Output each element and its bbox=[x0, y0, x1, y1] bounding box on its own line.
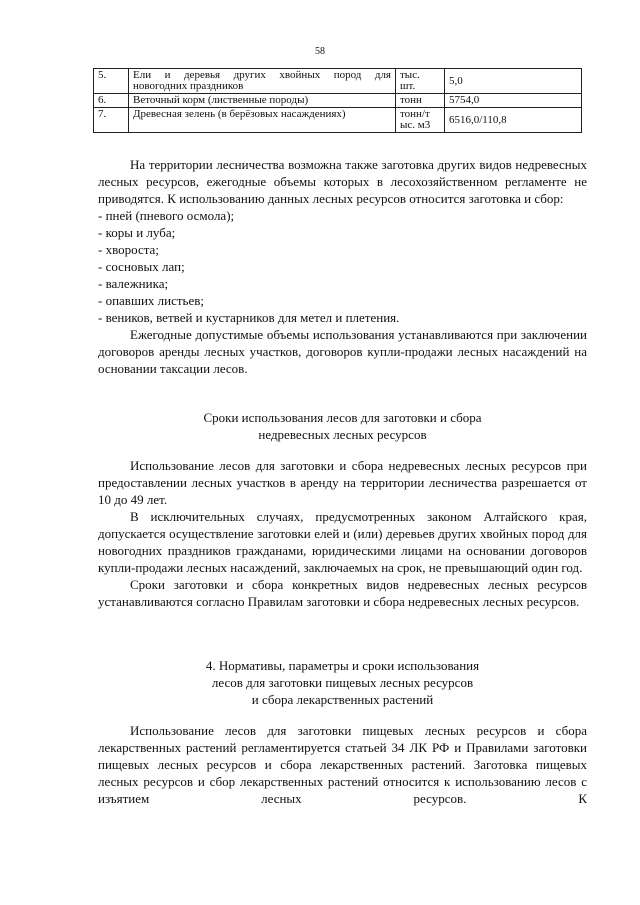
resource-name-line: Ели и деревья других хвойных пород для bbox=[133, 69, 391, 81]
value-cell: 5,0 bbox=[445, 69, 582, 94]
section-food-resources bbox=[98, 722, 587, 807]
list-item: - пней (пневого осмола); bbox=[98, 208, 235, 223]
resource-name-line: новогодних праздников bbox=[133, 80, 244, 92]
unit-cell bbox=[396, 69, 445, 94]
row-number: 6. bbox=[94, 94, 129, 108]
section-heading-4 bbox=[98, 657, 587, 708]
section-heading-line: недревесных лесных ресурсов bbox=[258, 427, 427, 442]
unit-cell bbox=[396, 94, 445, 108]
table-row bbox=[94, 69, 582, 94]
section-heading-line: Сроки использования лесов для заготовки и сбора bbox=[203, 410, 482, 425]
paragraph: В исключительных случаях, предусмотренных законом Алтайского края, допускается осуществление заготовки елей и (или) деревьев других хвойных пород для новогодних праздников гражданами, юридическими лицами на основании договоров купли-продажи лесных насаждений, заключаемых на срок, не превышающий один год. bbox=[98, 509, 587, 575]
resources-table bbox=[93, 68, 582, 133]
list-item: - сосновых лап; bbox=[98, 259, 185, 274]
resource-list bbox=[98, 207, 587, 326]
page-number: 58 bbox=[315, 46, 325, 57]
table-row bbox=[94, 108, 582, 133]
unit-line: ыс. м3 bbox=[400, 119, 431, 131]
unit-cell bbox=[396, 108, 445, 133]
resource-name-line: Древесная зелень (в берёзовых насаждениях) bbox=[133, 108, 346, 120]
unit-line: тонн/т bbox=[400, 108, 430, 120]
list-item: - веников, ветвей и кустарников для метел и плетения. bbox=[98, 310, 400, 325]
resource-name bbox=[129, 94, 396, 108]
row-number: 5. bbox=[94, 69, 129, 94]
value-cell: 6516,0/110,8 bbox=[445, 108, 582, 133]
unit-line: шт. bbox=[400, 80, 416, 92]
paragraph: Использование лесов для заготовки и сбора недревесных лесных ресурсов при предоставлении лесных участков в аренду на территории лесничества разрешается от 10 до 49 лет. bbox=[98, 458, 587, 507]
section-terms bbox=[98, 457, 587, 610]
unit-line: тонн bbox=[400, 94, 422, 106]
paragraph: Ежегодные допустимые объемы использования устанавливаются при заключении договоров аренды лесных участков, договоров купли-продажи лесных насаждений на основании таксации лесов. bbox=[98, 327, 587, 376]
paragraph: Сроки заготовки и сбора конкретных видов недревесных лесных ресурсов устанавливаются согласно Правилам заготовки и сбора недревесных лесных ресурсов. bbox=[98, 577, 587, 609]
section-heading-line: 4. Нормативы, параметры и сроки использования bbox=[205, 658, 480, 673]
row-number: 7. bbox=[94, 108, 129, 133]
section-heading-terms bbox=[98, 409, 587, 443]
list-item: - валежника; bbox=[98, 276, 169, 291]
section-heading-line: и сбора лекарственных растений bbox=[251, 692, 434, 707]
resource-name bbox=[129, 108, 396, 133]
list-item: - хвороста; bbox=[98, 242, 159, 257]
value-cell: 5754,0 bbox=[445, 94, 582, 108]
section-non-timber bbox=[98, 156, 587, 377]
paragraph: Использование лесов для заготовки пищевых лесных ресурсов и сбора лекарственных растений регламентируется статьей 34 ЛК РФ и Правилами заготовки пищевых лесных ресурсов и сбора лекарственных растений. Заготовка пищевых лесных ресурсов и сбор лекарственных растений относится к использованию лесов с изъятием лесных ресурсов. К bbox=[98, 723, 587, 806]
list-item: - коры и луба; bbox=[98, 225, 176, 240]
table-row bbox=[94, 94, 582, 108]
paragraph: На территории лесничества возможна также заготовка других видов недревесных лесных ресурсов, ежегодные объемы которых в лесохозяйственном регламенте не приводятся. К использованию данных лесных ресурсов относится заготовка и сбор: bbox=[98, 157, 587, 206]
section-heading-line: лесов для заготовки пищевых лесных ресурсов bbox=[211, 675, 474, 690]
list-item: - опавших листьев; bbox=[98, 293, 205, 308]
unit-line: тыс. bbox=[400, 69, 420, 81]
resource-name bbox=[129, 69, 396, 94]
resource-name-line: Веточный корм (лиственные породы) bbox=[133, 94, 309, 106]
